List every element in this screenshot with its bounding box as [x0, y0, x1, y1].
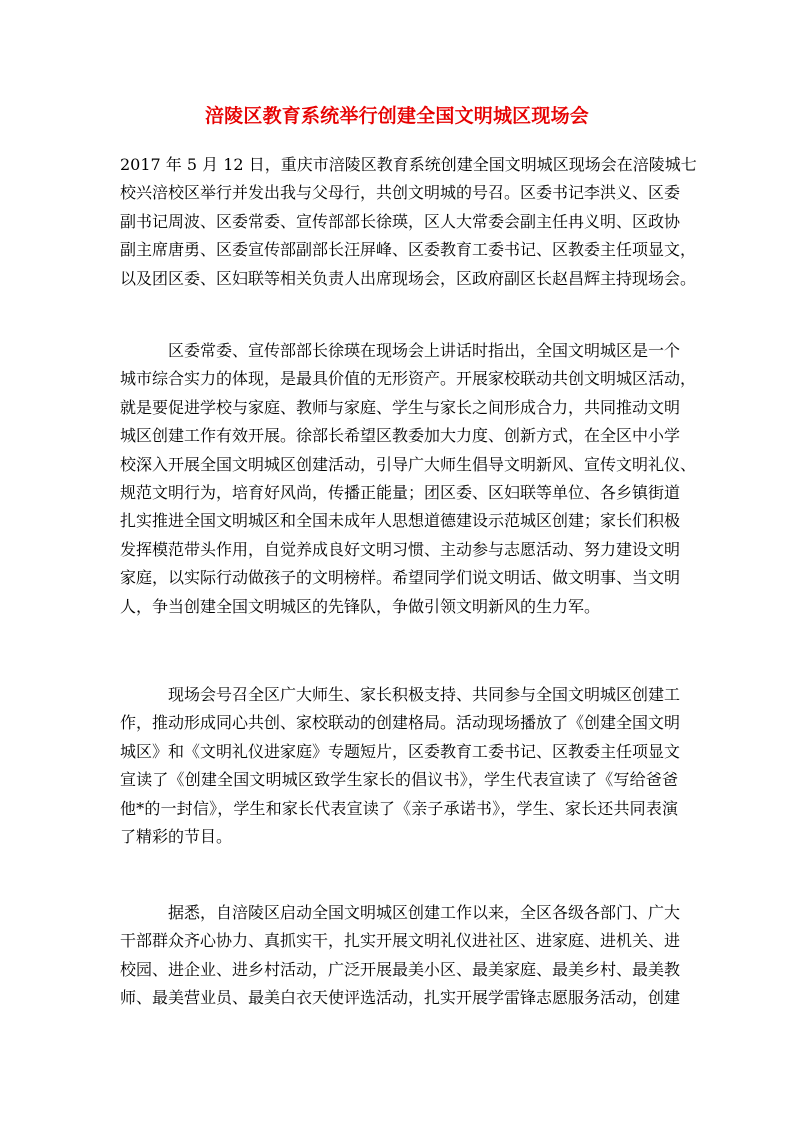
paragraph-line: 副书记周波、区委常委、宣传部部长徐瑛，区人大常委会副主任冉义明、区政协 — [120, 211, 681, 231]
paragraph-line: 城区创建工作有效开展。徐部长希望区教委加大力度、创新方式，在全区中小学 — [120, 426, 681, 446]
paragraph-line: 了精彩的节目。 — [120, 826, 233, 846]
paragraph-line: 副主席唐勇、区委宣传部副部长汪屏峰、区委教育工委书记、区教委主任项显文， — [120, 240, 697, 260]
paragraph-line: 规范文明行为，培育好风尚，传播正能量；团区委、区妇联等单位、各乡镇街道 — [120, 482, 681, 502]
paragraph-line: 他*的一封信》，学生和家长代表宣读了《亲子承诺书》，学生、家长还共同表演 — [120, 798, 678, 818]
paragraph-line: 就是要促进学校与家庭、教师与家庭、学生与家长之间形成合力，共同推动文明 — [120, 397, 681, 417]
paragraph-line: 校深入开展全国文明城区创建活动，引导广大师生倡导文明新风、宣传文明礼仪、 — [120, 454, 697, 474]
paragraph-line: 校兴涪校区举行并发出我与父母行，共创文明城的号召。区委书记李洪义、区委 — [120, 183, 681, 203]
paragraph-line: 家庭，以实际行动做孩子的文明榜样。希望同学们说文明话、做文明事、当文明 — [120, 568, 681, 588]
paragraph-line: 师、最美营业员、最美白衣天使评选活动，扎实开展学雷锋志愿服务活动，创建 — [120, 988, 681, 1008]
paragraph-line: 作，推动形成同心共创、家校联动的创建格局。活动现场播放了《创建全国文明 — [120, 713, 681, 733]
paragraph-line: 发挥模范带头作用，自觉养成良好文明习惯、主动参与志愿活动、努力建设文明 — [120, 539, 681, 559]
paragraph-line: 现场会号召全区广大师生、家长积极支持、共同参与全国文明城区创建工 — [168, 685, 681, 704]
paragraph-line: 据悉，自涪陵区启动全国文明城区创建工作以来，全区各级各部门、广大 — [168, 903, 681, 922]
paragraph-line: 校园、进企业、进乡村活动，广泛开展最美小区、最美家庭、最美乡村、最美教 — [120, 959, 681, 979]
paragraph-line: 干部群众齐心协力、真抓实干，扎实开展文明礼仪进社区、进家庭、进机关、进 — [120, 931, 681, 951]
paragraph-line: 城区》和《文明礼仪进家庭》专题短片，区委教育工委书记、区教委主任项显文 — [120, 741, 681, 761]
paragraph-line: 以及团区委、区妇联等相关负责人出席现场会，区政府副区长赵昌辉主持现场会。 — [120, 268, 697, 288]
paragraph-4 — [120, 899, 681, 1013]
paragraph-line: 区委常委、宣传部部长徐瑛在现场会上讲话时指出，全国文明城区是一个 — [168, 341, 681, 360]
paragraph-line: 2017 年 5 月 12 日，重庆市涪陵区教育系统创建全国文明城区现场会在涪陵城七 — [120, 155, 697, 174]
paragraph-line: 城市综合实力的体现，是最具价值的无形资产。开展家校联动共创文明城区活动， — [120, 369, 697, 389]
paragraph-line: 宣读了《创建全国文明城区致学生家长的倡议书》，学生代表宣读了《写给爸爸 — [120, 770, 678, 790]
paragraph-line: 人，争当创建全国文明城区的先锋队，争做引领文明新风的生力军。 — [120, 596, 601, 616]
paragraph-1 — [120, 151, 697, 293]
paragraph-3 — [120, 681, 681, 851]
document-title: 涪陵区教育系统举行创建全国文明城区现场会 — [204, 105, 589, 127]
paragraph-line: 扎实推进全国文明城区和全国未成年人思想道德建设示范城区创建；家长们积极 — [120, 511, 681, 531]
paragraph-2 — [120, 337, 697, 621]
